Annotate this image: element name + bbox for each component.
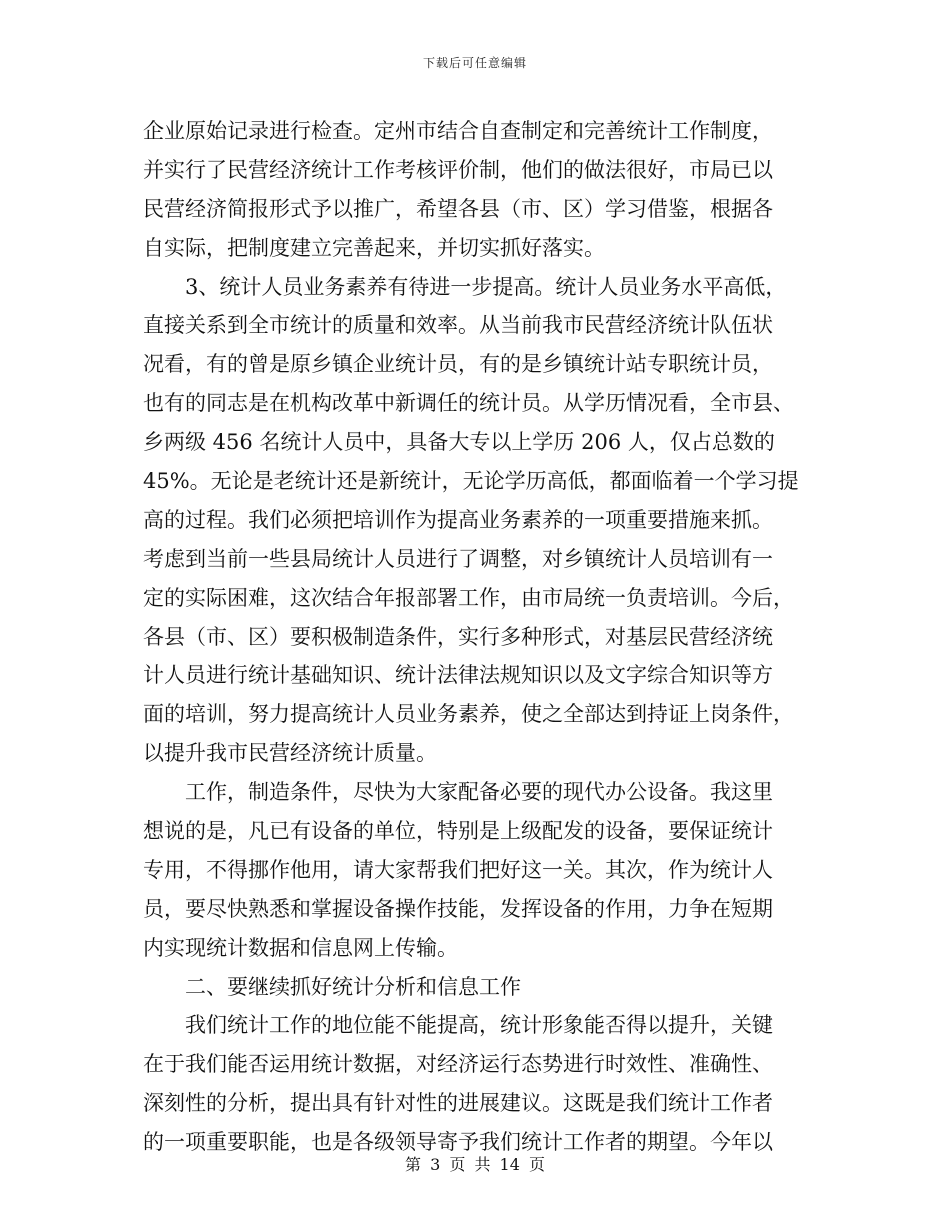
page-number-footer: 第 3 页 共 14 页 — [405, 1155, 545, 1174]
text-line: 在于我们能否运用统计数据，对经济运行态势进行时效性、准确性、 — [143, 1052, 773, 1077]
document-body — [143, 112, 807, 1162]
text-line: 专用，不得挪作他用，请大家帮我们把好这一关。其次，作为统计人 — [143, 857, 773, 882]
text-line: 内实现统计数据和信息网上传输。 — [143, 935, 458, 960]
text-line: 并实行了民营经济统计工作考核评价制，他们的做法很好，市局已以 — [143, 157, 773, 182]
paragraph — [143, 1006, 807, 1162]
text-line: 企业原始记录进行检查。定州市结合自查制定和完善统计工作制度， — [143, 119, 773, 143]
text-line: 定的实际困难，这次结合年报部署工作，由市局统一负责培训。今后， — [143, 585, 794, 610]
paragraph — [143, 268, 807, 774]
text-line: 3、统计人员业务素养有待进一步提高。统计人员业务水平高低， — [185, 274, 787, 299]
text-line: 45%。无论是老统计还是新统计，无论学历高低，都面临着一个学习提 — [143, 469, 799, 494]
text-line: 的一项重要职能，也是各级领导寄予我们统计工作者的期望。今年以 — [143, 1130, 773, 1155]
paragraph — [143, 112, 807, 268]
text-line: 计人员进行统计基础知识、统计法律法规知识以及文字综合知识等方 — [143, 663, 773, 688]
text-line: 各县（市、区）要积极制造条件，实行多种形式，对基层民营经济统 — [143, 624, 773, 649]
text-line: 也有的同志是在机构改革中新调任的统计员。从学历情况看，全市县、 — [143, 391, 794, 416]
text-line: 考虑到当前一些县局统计人员进行了调整，对乡镇统计人员培训有一 — [143, 546, 773, 571]
paragraph — [143, 968, 807, 1007]
paragraph — [143, 773, 807, 967]
text-line: 乡两级 456 名统计人员中，具备大专以上学历 206 人，仅占总数的 — [143, 430, 775, 455]
text-line: 二、要继续抓好统计分析和信息工作 — [185, 974, 521, 999]
text-line: 民营经济简报形式予以推广，希望各县（市、区）学习借鉴，根据各 — [143, 196, 773, 221]
text-line: 工作，制造条件，尽快为大家配备必要的现代办公设备。我这里 — [185, 780, 773, 805]
text-line: 想说的是，凡已有设备的单位，特别是上级配发的设备，要保证统计 — [143, 819, 773, 844]
text-line: 员，要尽快熟悉和掌握设备操作技能，发挥设备的作用，力争在短期 — [143, 896, 773, 921]
text-line: 自实际，把制度建立完善起来，并切实抓好落实。 — [143, 235, 605, 260]
text-line: 直接关系到全市统计的质量和效率。从当前我市民营经济统计队伍状 — [143, 313, 773, 338]
text-line: 况看，有的曾是原乡镇企业统计员，有的是乡镇统计站专职统计员， — [143, 352, 773, 377]
text-line: 以提升我市民营经济统计质量。 — [143, 741, 437, 766]
text-line: 面的培训，努力提高统计人员业务素养，使之全部达到持证上岗条件， — [143, 702, 794, 727]
text-line: 我们统计工作的地位能不能提高，统计形象能否得以提升，关键 — [185, 1013, 773, 1038]
text-line: 深刻性的分析，提出具有针对性的进展建议。这既是我们统计工作者 — [143, 1091, 773, 1116]
header-note: 下载后可任意编辑 — [422, 56, 527, 70]
text-line: 高的过程。我们必须把培训作为提高业务素养的一项重要措施来抓。 — [143, 507, 773, 532]
